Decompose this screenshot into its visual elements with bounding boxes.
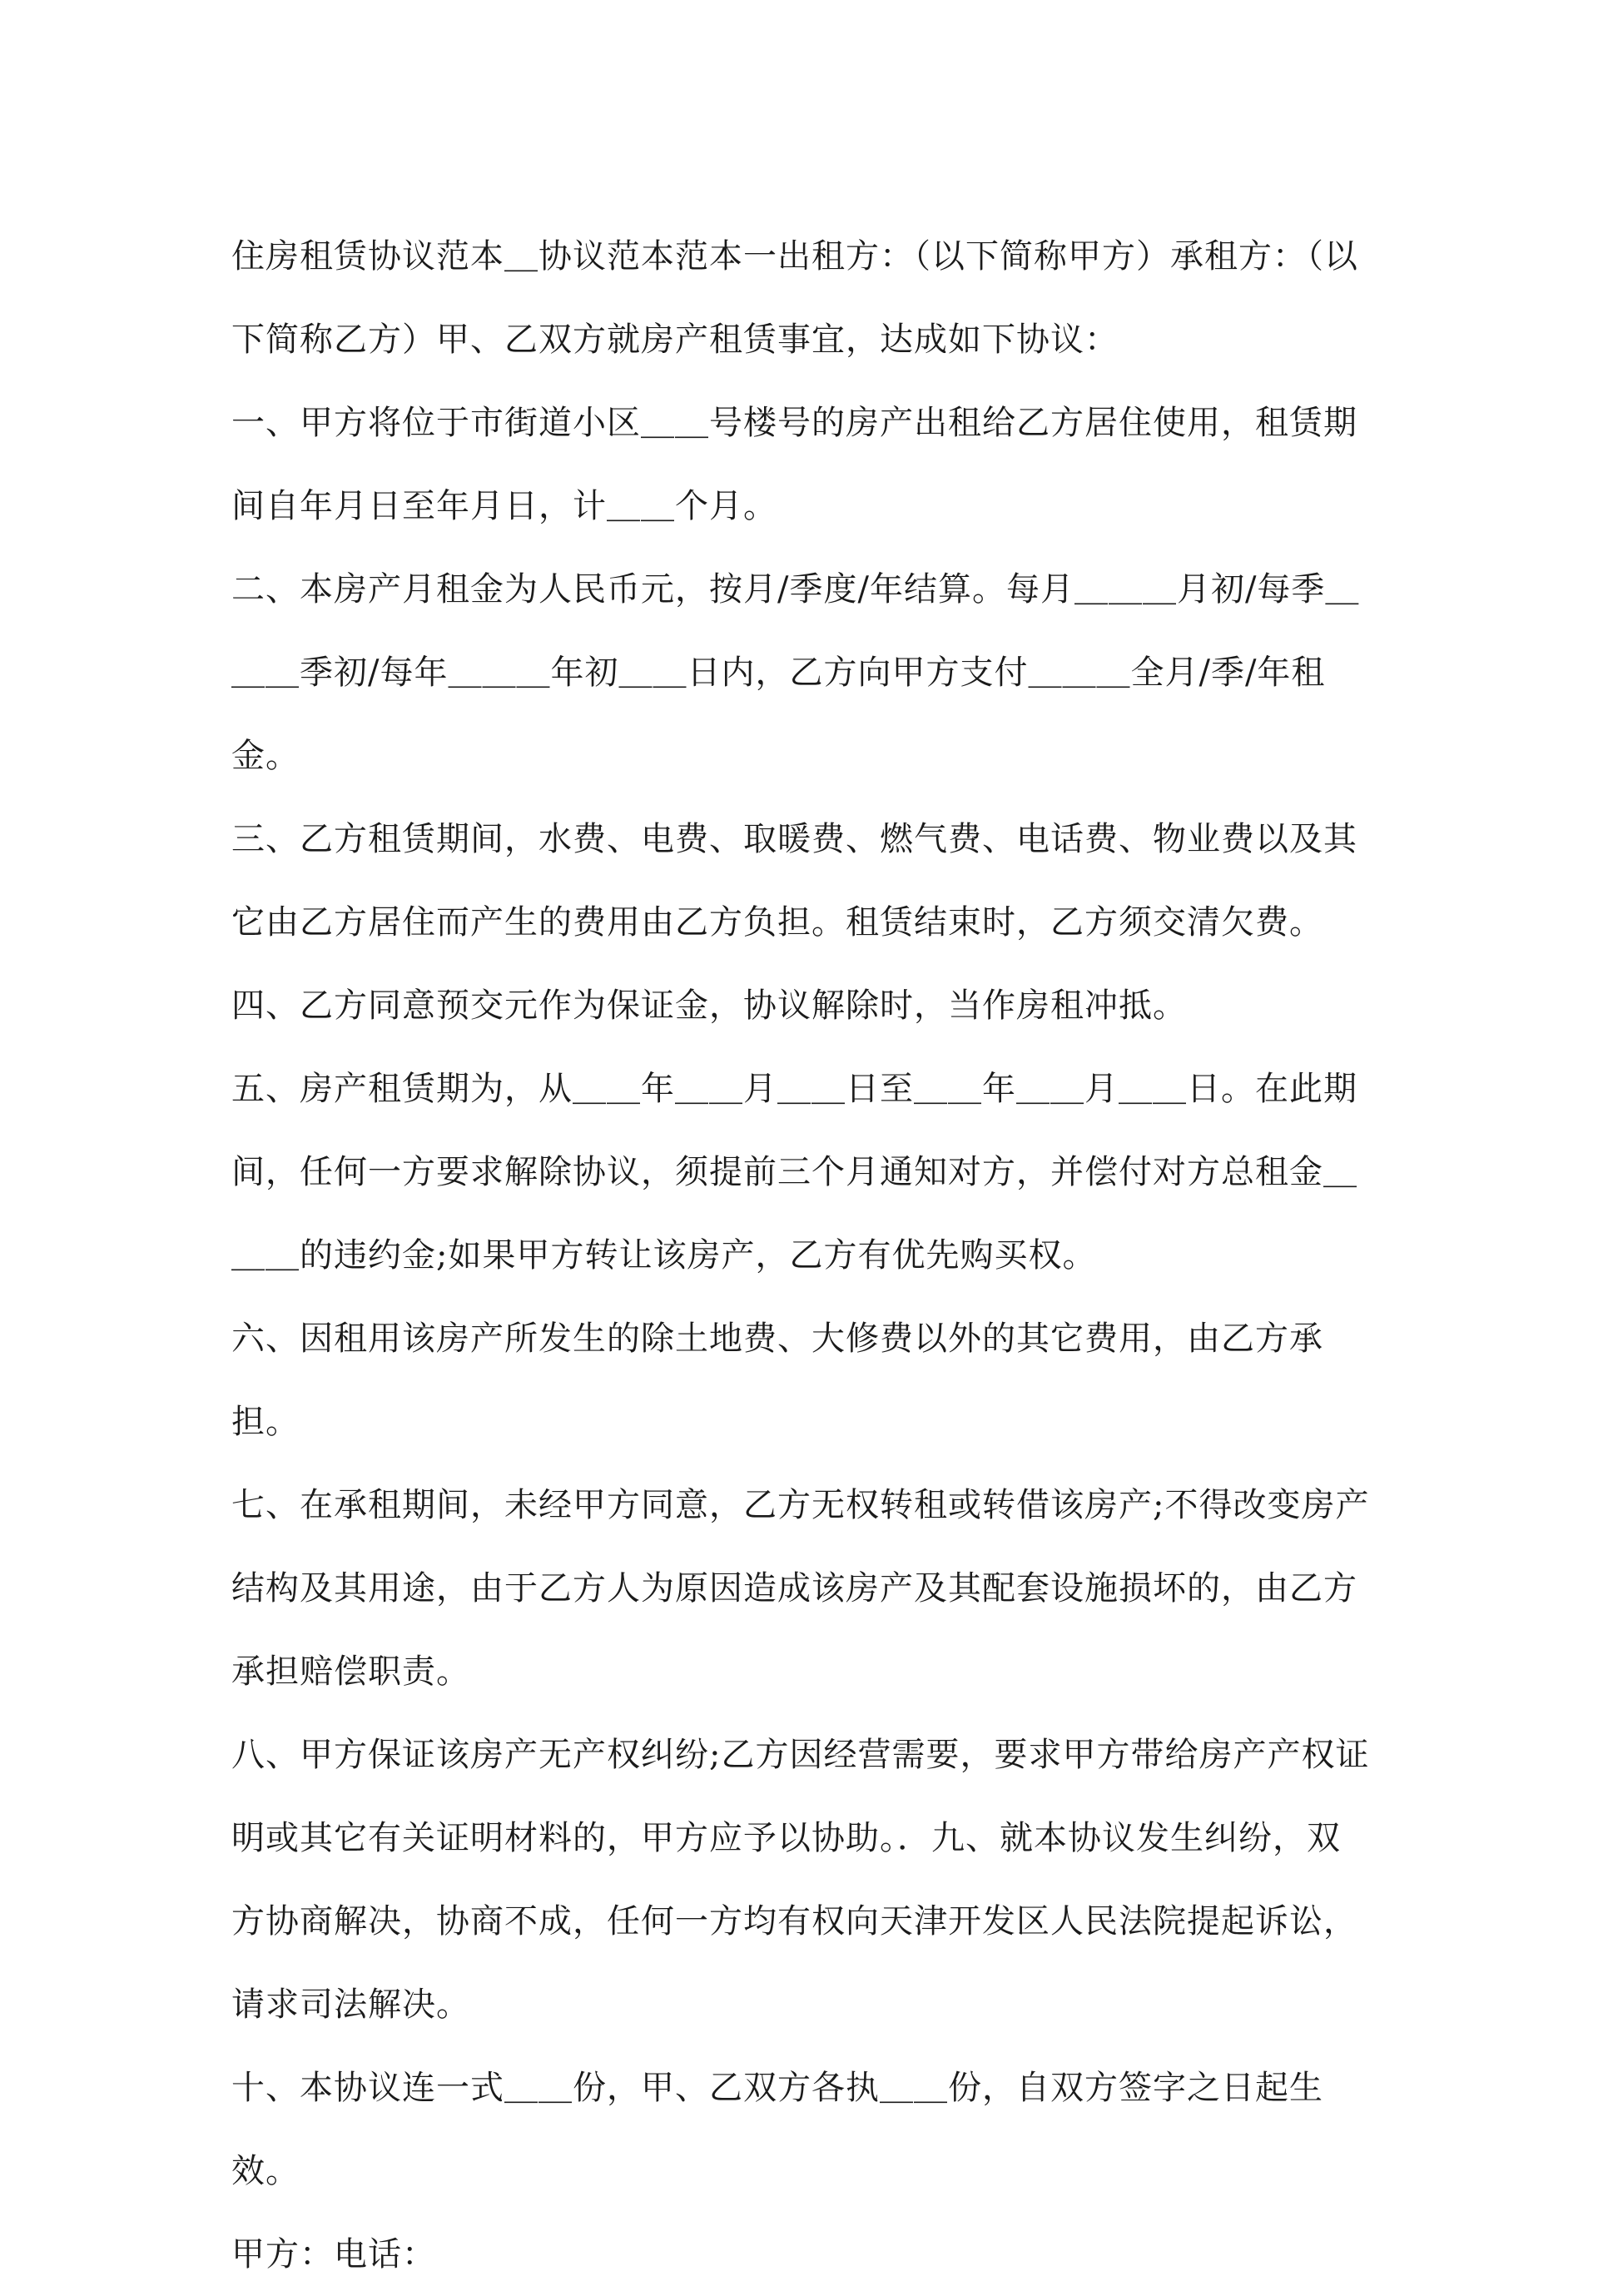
paragraph-clause-1: 一、甲方将位于市街道小区＿＿号楼号的房产出租给乙方居住使用，租赁期间自年月日至年月日，计＿＿个月。	[231, 404, 1357, 525]
paragraph-clause-3: 三、乙方租赁期间，水费、电费、取暖费、燃气费、电话费、物业费以及其它由乙方居住而产生的费用由乙方负担。租赁结束时，乙方须交清欠费。	[231, 820, 1357, 942]
paragraph-clause-2: 二、本房产月租金为人民币元，按月/季度/年结算。每月＿＿＿月初/每季＿＿＿季初/每年＿＿＿年初＿＿日内，乙方向甲方支付＿＿＿全月/季/年租金。	[231, 570, 1360, 775]
paragraph-clause-5: 五、房产租赁期为，从＿＿年＿＿月＿＿日至＿＿年＿＿月＿＿日。在此期间，任何一方要求解除协议，须提前三个月通知对方，并偿付对方总租金＿＿＿的违约金;如果甲方转让该房产，乙方有优先购买权。	[231, 1070, 1357, 1275]
document-body	[231, 215, 1373, 2296]
signature-line: 甲方：电话：	[231, 2235, 436, 2274]
paragraph-clause-10: 十、本协议连一式＿＿份，甲、乙双方各执＿＿份，自双方签字之日起生效。	[231, 2069, 1323, 2190]
paragraph-clause-6: 六、因租用该房产所发生的除土地费、大修费以外的其它费用，由乙方承担。	[231, 1319, 1323, 1441]
paragraph-intro: 住房租赁协议范本＿协议范本范本一出租方：（以下简称甲方）承租方：（以下简称乙方）甲、乙双方就房产租赁事宜，达成如下协议：	[231, 237, 1358, 359]
paragraph-clause-4: 四、乙方同意预交元作为保证金，协议解除时，当作房租冲抵。	[231, 986, 1187, 1025]
paragraph-clause-8-9: 八、甲方保证该房产无产权纠纷;乙方因经营需要，要求甲方带给房产产权证明或其它有关证明材料的，甲方应予以协助。．九、就本协议发生纠纷，双方协商解决，协商不成，任何一方均有权向天津开发区人民法院提起诉讼，请求司法解决。	[231, 1736, 1370, 2024]
paragraph-clause-7: 七、在承租期间，未经甲方同意，乙方无权转租或转借该房产;不得改变房产结构及其用途，由于乙方人为原因造成该房产及其配套设施损坏的，由乙方承担赔偿职责。	[231, 1486, 1370, 1691]
